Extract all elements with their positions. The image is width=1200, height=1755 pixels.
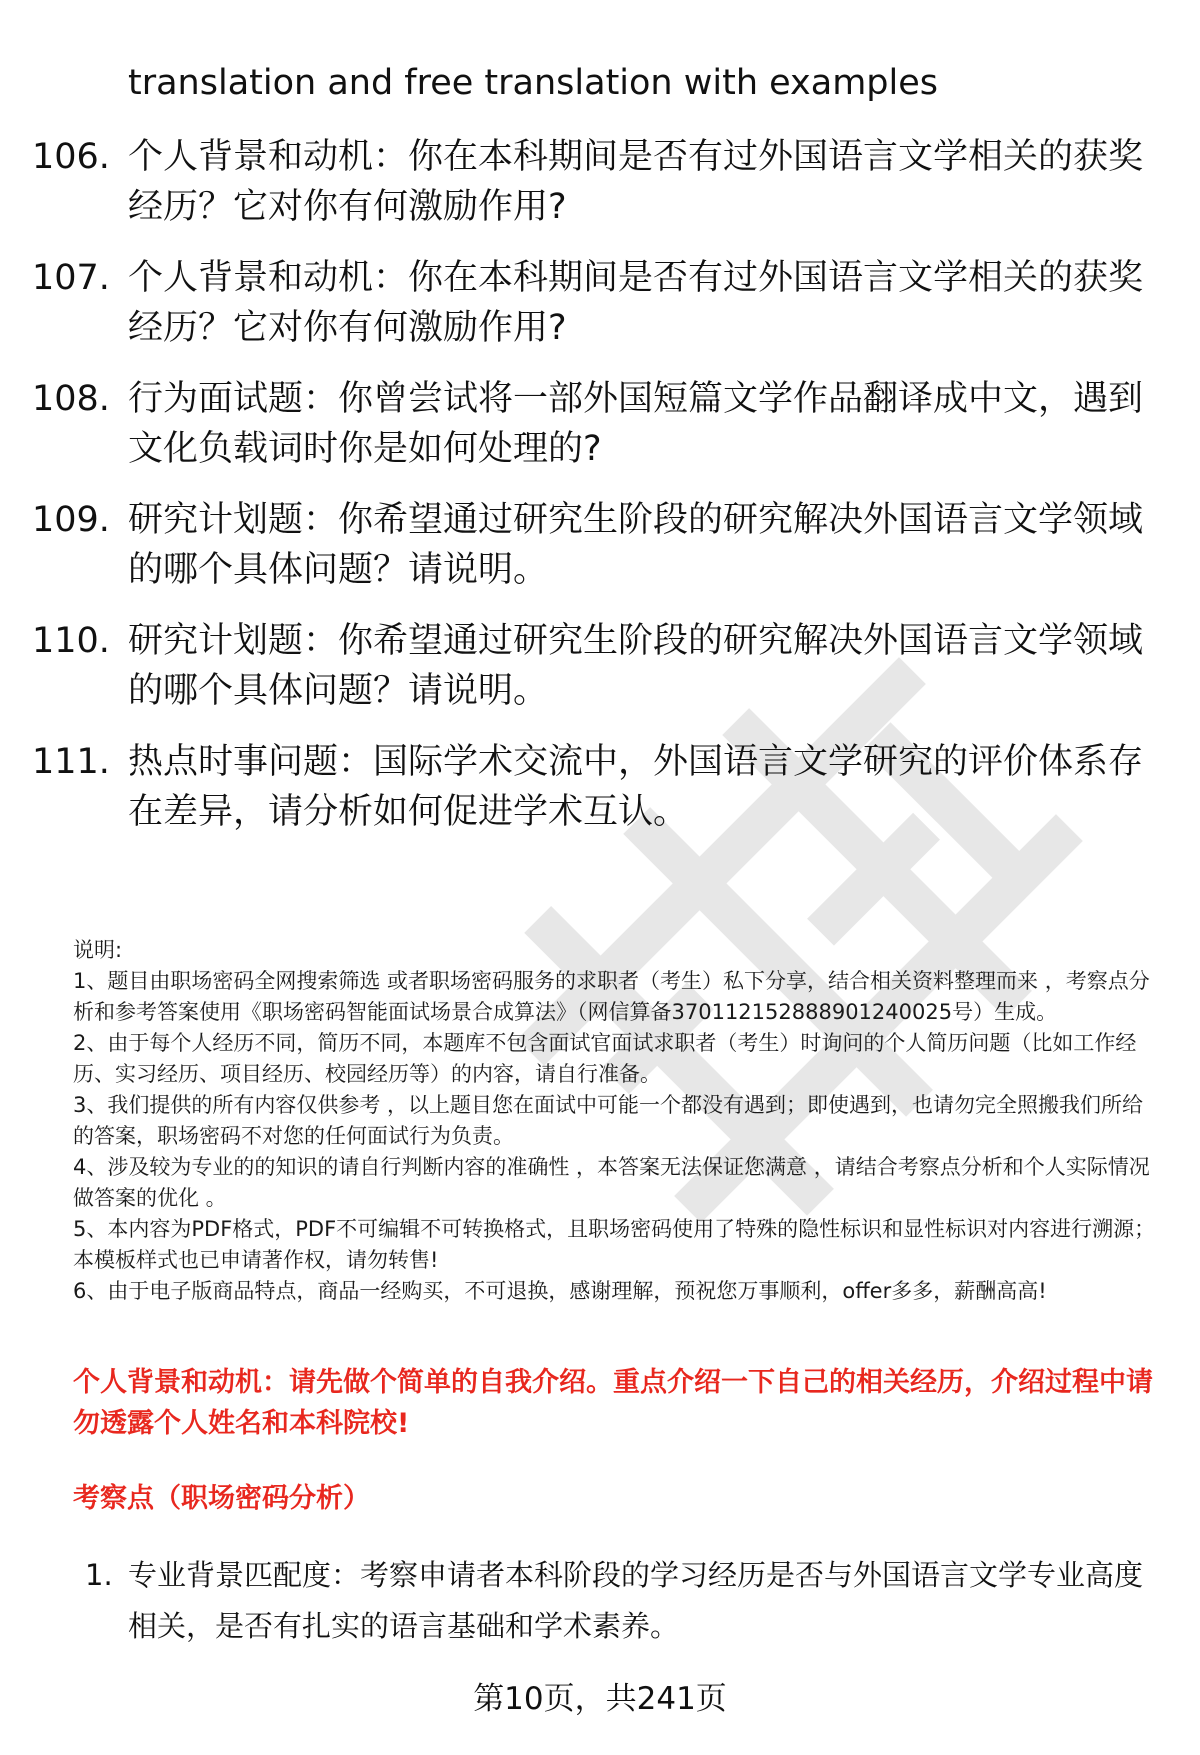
analysis-point-text: 专业背景匹配度：考察申请者本科阶段的学习经历是否与外国语言文学专业高度相关，是否有扎实的语言基础和学术素养。 [128, 1558, 1144, 1643]
note-item: 1、题目由职场密码全网搜索筛选 或者职场密码服务的求职者（考生）私下分享，结合相关资料整理而来 ，考察点分析和参考答案使用《职场密码智能面试场景合成算法》（网信算备370112152888901240025号）生成。 [73, 969, 1150, 1024]
highlight-question: 个人背景和动机：请先做个简单的自我介绍。重点介绍一下自己的相关经历，介绍过程中请勿透露个人姓名和本科院校! [73, 1367, 1153, 1439]
question-text: 研究计划题：你希望通过研究生阶段的研究解决外国语言文学领域的哪个具体问题？请说明。 [128, 621, 1144, 711]
note-item: 2、由于每个人经历不同，简历不同，本题库不包含面试官面试求职者（考生）时询问的个人简历问题（比如工作经历、实习经历、项目经历、校园经历等）的内容，请自行准备。 [73, 1031, 1137, 1086]
notes-section [73, 935, 1163, 1307]
note-item: 6、由于电子版商品特点，商品一经购买，不可退换，感谢理解，预祝您万事顺利，offer多多，薪酬高高! [73, 1279, 1047, 1303]
question-text: 行为面试题：你曾尝试将一部外国短篇文学作品翻译成中文，遇到文化负载词时你是如何处理的? [128, 379, 1144, 469]
note-item: 3、我们提供的所有内容仅供参考 ，以上题目您在面试中可能一个都没有遇到；即使遇到，也请勿完全照搬我们所给的答案，职场密码不对您的任何面试行为负责。 [73, 1093, 1144, 1148]
analysis-heading: 考察点（职场密码分析） [73, 1483, 370, 1514]
question-text: 研究计划题：你希望通过研究生阶段的研究解决外国语言文学领域的哪个具体问题？请说明。 [128, 500, 1144, 590]
continuation-line: translation and free translation with examples [128, 63, 939, 103]
page-footer: 第10页，共241页 [473, 1681, 727, 1717]
notes-title: 说明: [73, 938, 123, 962]
question-text: 热点时事问题：国际学术交流中，外国语言文学研究的评价体系存在差异，请分析如何促进学术互认。 [128, 742, 1144, 832]
analysis-point-number: 1. [85, 1558, 113, 1592]
question-number: 110. [32, 621, 110, 661]
question-number: 109. [32, 500, 110, 540]
question-text: 个人背景和动机：你在本科期间是否有过外国语言文学相关的获奖经历？它对你有何激励作用? [128, 258, 1144, 348]
question-number: 107. [32, 258, 110, 298]
question-number: 111. [32, 742, 110, 782]
note-item: 4、涉及较为专业的的知识的请自行判断内容的准确性 ，本答案无法保证您满意 ，请结合考察点分析和个人实际情况做答案的优化 。 [73, 1155, 1150, 1210]
question-text: 个人背景和动机：你在本科期间是否有过外国语言文学相关的获奖经历？它对你有何激励作用? [128, 137, 1144, 227]
question-number: 106. [32, 137, 110, 177]
question-number: 108. [32, 379, 110, 419]
note-item: 5、本内容为PDF格式，PDF不可编辑不可转换格式，且职场密码使用了特殊的隐性标识和显性标识对内容进行溯源；本模板样式也已申请著作权，请勿转售! [73, 1217, 1156, 1272]
